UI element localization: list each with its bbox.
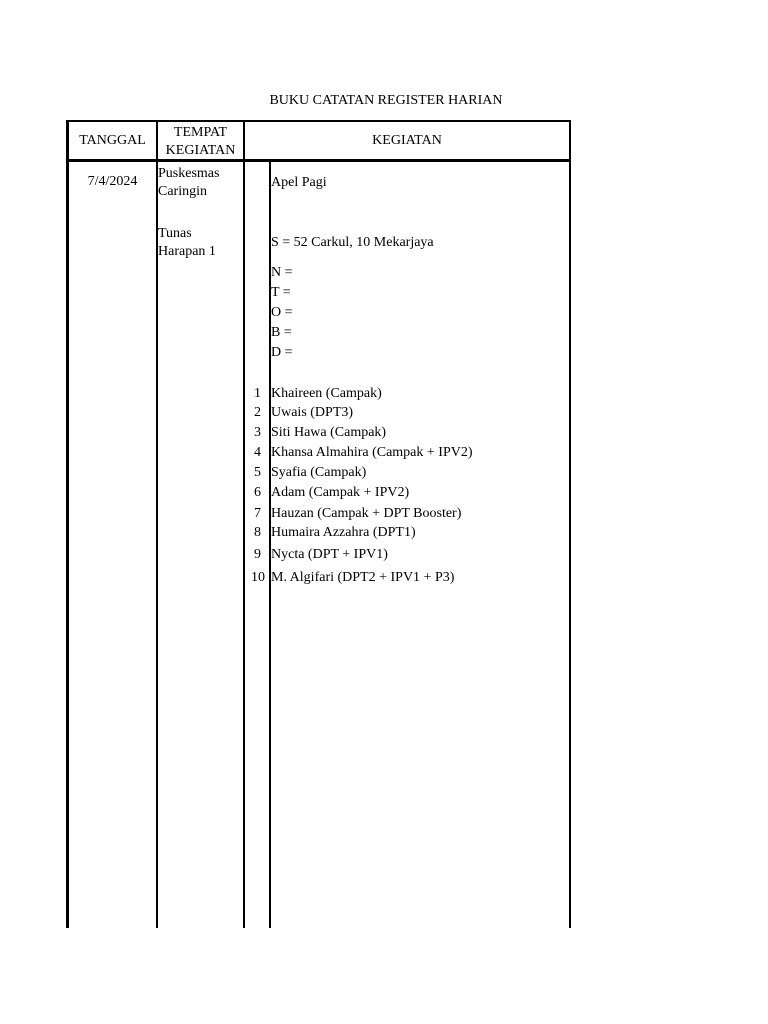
code-b: B = xyxy=(271,325,292,340)
activity-apel-pagi: Apel Pagi xyxy=(271,175,327,190)
list-item-number: 6 xyxy=(254,485,261,500)
location-1-line1: Puskesmas xyxy=(158,166,220,181)
code-t: T = xyxy=(271,285,291,300)
code-o: O = xyxy=(271,305,293,320)
location-2-line1: Tunas xyxy=(158,226,192,241)
activity-summary: S = 52 Carkul, 10 Mekarjaya xyxy=(271,235,434,250)
list-item-number: 3 xyxy=(254,425,261,440)
list-item-number: 7 xyxy=(254,506,261,521)
list-item-number: 5 xyxy=(254,465,261,480)
table-top-border xyxy=(66,120,571,122)
list-item-text: Khansa Almahira (Campak + IPV2) xyxy=(271,445,473,460)
list-item-number: 4 xyxy=(254,445,261,460)
header-bottom-border xyxy=(66,159,571,162)
list-item-text: Humaira Azzahra (DPT1) xyxy=(271,525,416,540)
list-item-text: M. Algifari (DPT2 + IPV1 + P3) xyxy=(271,570,455,585)
list-item-number: 2 xyxy=(254,405,261,420)
code-d: D = xyxy=(271,345,293,360)
table-left-border xyxy=(66,120,69,928)
list-item-text: Siti Hawa (Campak) xyxy=(271,425,387,440)
header-tanggal: TANGGAL xyxy=(79,133,146,148)
list-item-text: Khaireen (Campak) xyxy=(271,386,382,401)
header-tempat-line2: KEGIATAN xyxy=(165,143,236,158)
header-tempat-line1: TEMPAT xyxy=(173,125,228,140)
code-n: N = xyxy=(271,265,293,280)
table-right-border xyxy=(569,120,571,928)
page-title: BUKU CATATAN REGISTER HARIAN xyxy=(269,93,503,108)
entry-date: 7/4/2024 xyxy=(87,174,138,189)
list-item-text: Syafia (Campak) xyxy=(271,465,367,480)
list-item-text: Hauzan (Campak + DPT Booster) xyxy=(271,506,462,521)
list-item-text: Nycta (DPT + IPV1) xyxy=(271,547,388,562)
location-2-line2: Harapan 1 xyxy=(158,244,216,259)
list-item-number: 10 xyxy=(251,570,265,585)
location-1-line2: Caringin xyxy=(158,184,207,199)
list-item-number: 8 xyxy=(254,525,261,540)
list-item-number: 1 xyxy=(254,386,261,401)
list-item-number: 9 xyxy=(254,547,261,562)
list-item-text: Adam (Campak + IPV2) xyxy=(271,485,410,500)
list-item-text: Uwais (DPT3) xyxy=(271,405,354,420)
header-kegiatan: KEGIATAN xyxy=(372,133,442,148)
